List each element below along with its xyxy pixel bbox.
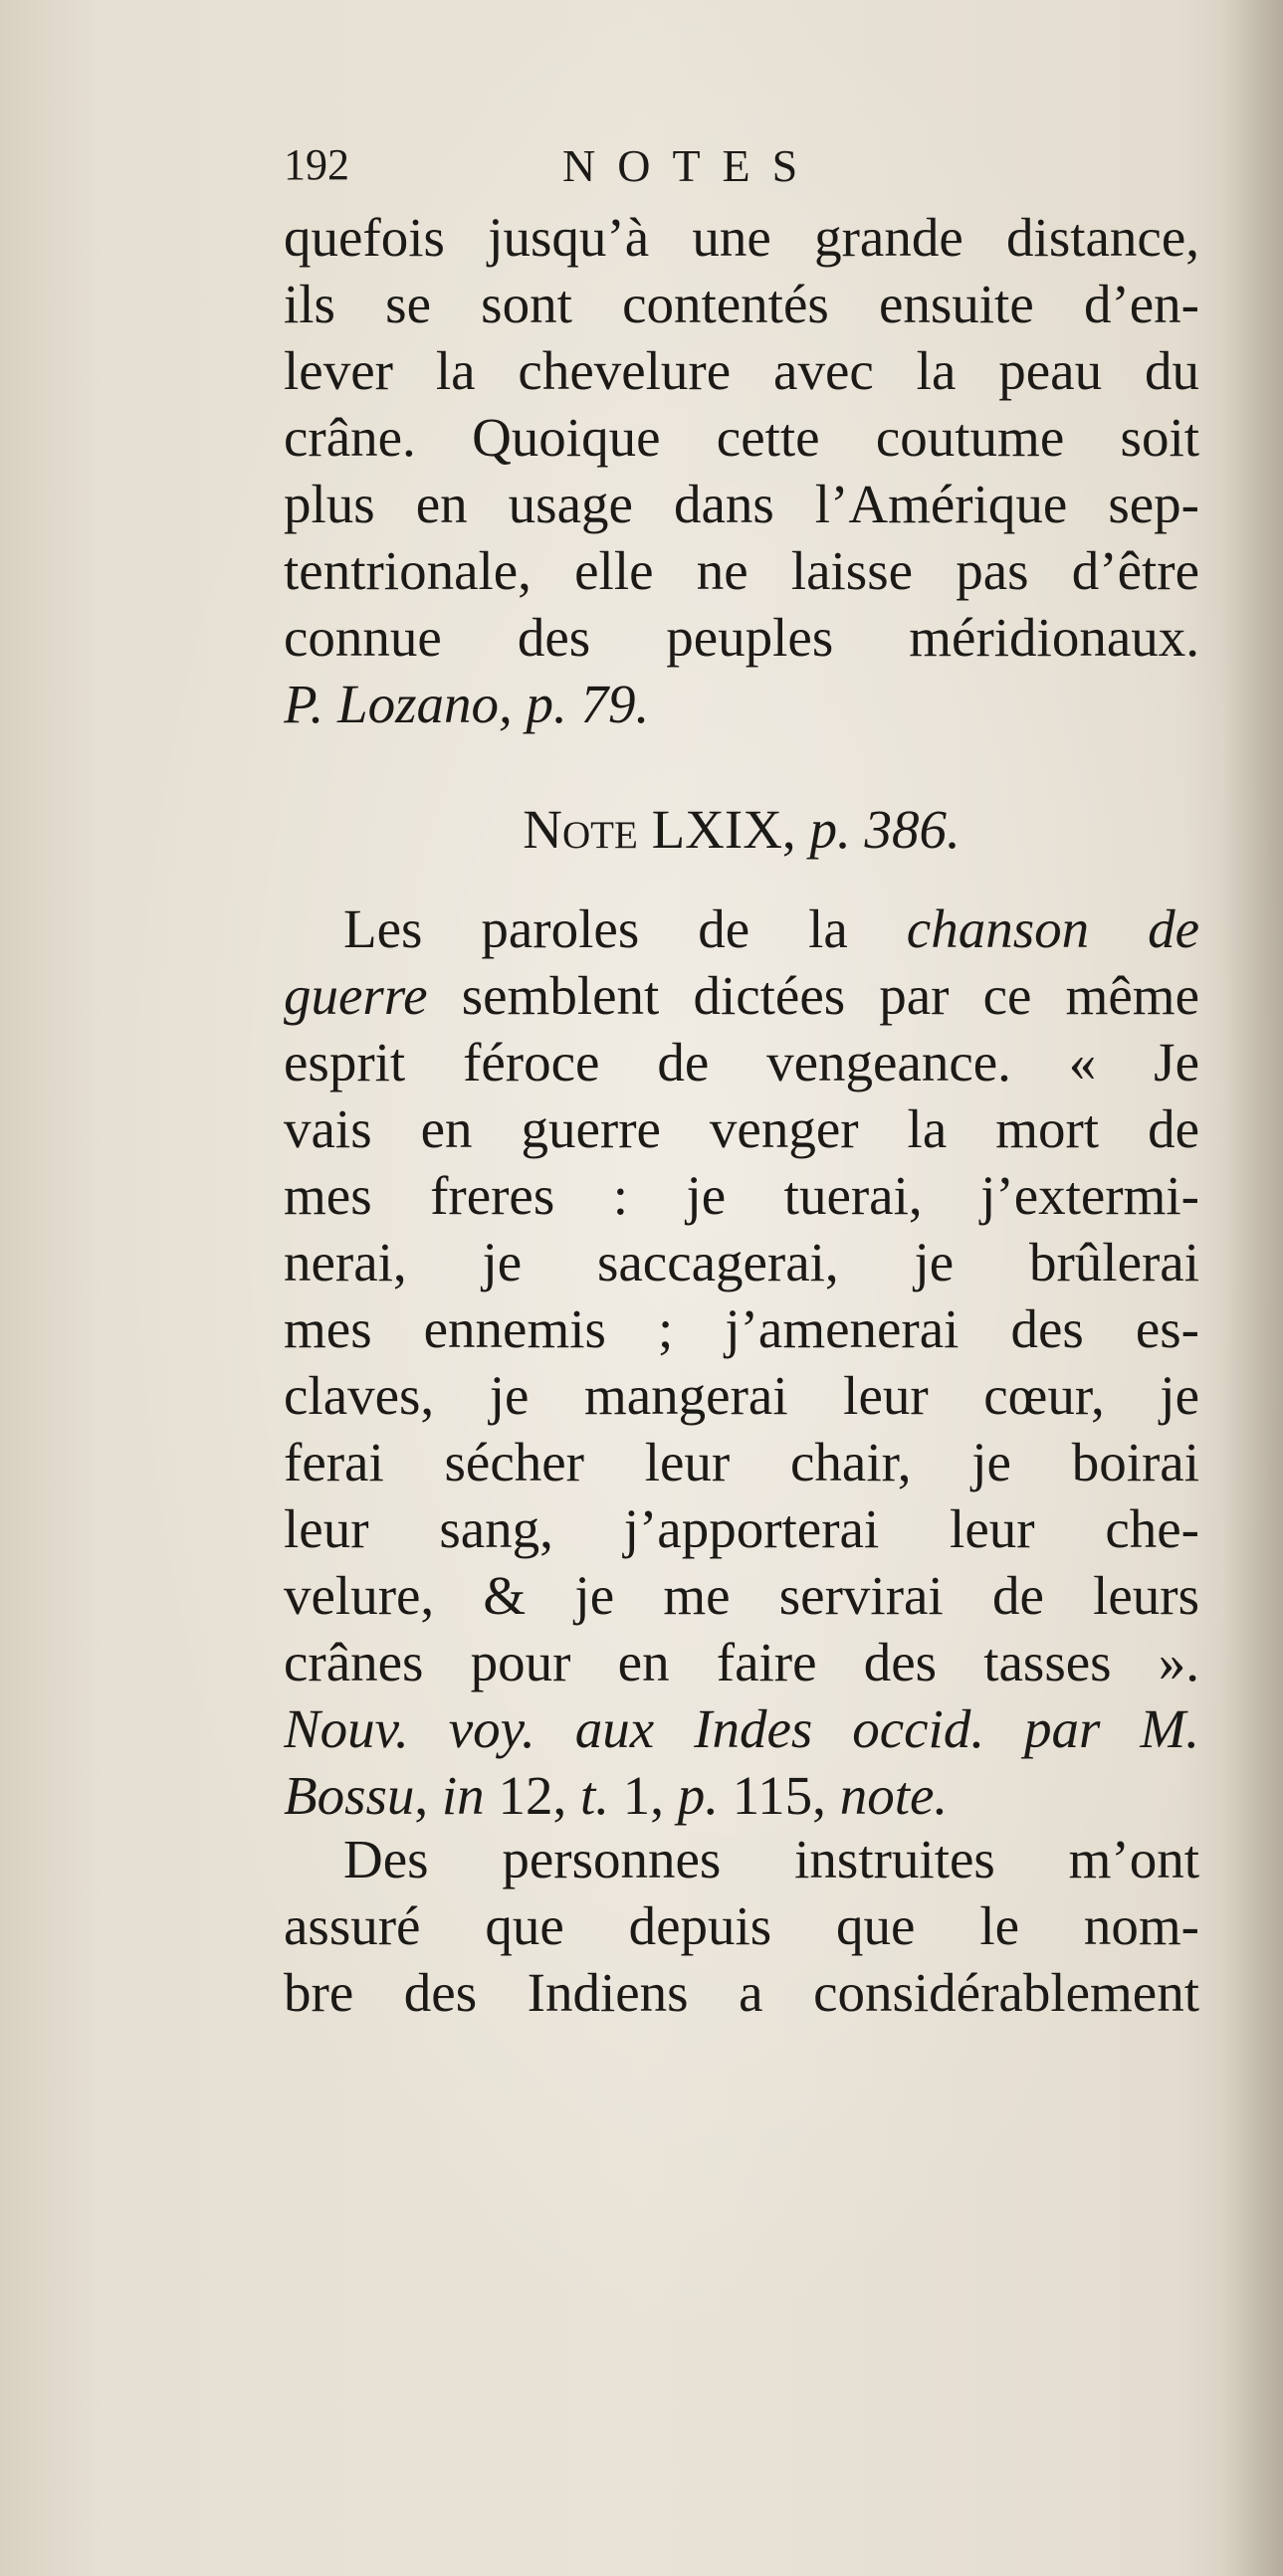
text-line: esprit féroce de vengeance. « Je: [284, 1032, 1199, 1092]
note-label: Note LXIX,: [523, 799, 796, 860]
text-line: nerai, je saccagerai, je brûlerai: [284, 1232, 1199, 1292]
text-line: velure, & je me servirai de leurs: [284, 1565, 1199, 1626]
text-line: plus en usage dans l’Amérique sep-: [284, 474, 1199, 534]
text-line: leur sang, j’apporterai leur che-: [284, 1498, 1199, 1559]
text-line: Les paroles de la chanson de: [343, 898, 1199, 959]
note-page-ref: p. 386.: [809, 799, 961, 860]
running-title: NOTES: [562, 140, 820, 191]
note-paragraph: [284, 1826, 1199, 2026]
text-line: vais en guerre venger la mort de: [284, 1098, 1199, 1159]
text-line: quefois jusqu’à une grande distance,: [284, 207, 1199, 268]
note-paragraph: [284, 895, 1199, 1829]
gutter-shadow: [1223, 0, 1283, 2576]
page-header: [284, 139, 1199, 199]
continued-paragraph: [284, 204, 1199, 737]
text-line: connue des peuples méridionaux.: [284, 607, 1199, 668]
text-line: ferai sécher leur chair, je boirai: [284, 1432, 1199, 1492]
note-heading: [284, 796, 1199, 863]
page-number: 192: [284, 140, 349, 189]
text-line: ils se sont contentés ensuite d’en-: [284, 274, 1199, 334]
text-line: lever la chevelure avec la peau du: [284, 340, 1199, 401]
citation-line: P. Lozano, p. 79.: [284, 674, 650, 734]
text-line: mes ennemis ; j’amenerai des es-: [284, 1298, 1199, 1359]
text-line: mes freres : je tuerai, j’extermi-: [284, 1165, 1199, 1226]
text-line: crânes pour en faire des tasses ».: [284, 1632, 1199, 1692]
text-line: assuré que depuis que le nom-: [284, 1895, 1199, 1956]
citation-line: Bossu, in 12, t. 1, p. 115, note.: [284, 1765, 949, 1826]
text-line: Des personnes instruites m’ont: [343, 1829, 1199, 1889]
text-line: tentrionale, elle ne laisse pas d’être: [284, 540, 1199, 601]
citation-line: Nouv. voy. aux Indes occid. par M.: [284, 1698, 1199, 1759]
text-line: claves, je mangerai leur cœur, je: [284, 1365, 1199, 1426]
text-line: guerre semblent dictées par ce même: [284, 965, 1199, 1026]
text-line: crâne. Quoique cette coutume soit: [284, 407, 1199, 468]
text-line: bre des Indiens a considérablement: [284, 1962, 1199, 2023]
